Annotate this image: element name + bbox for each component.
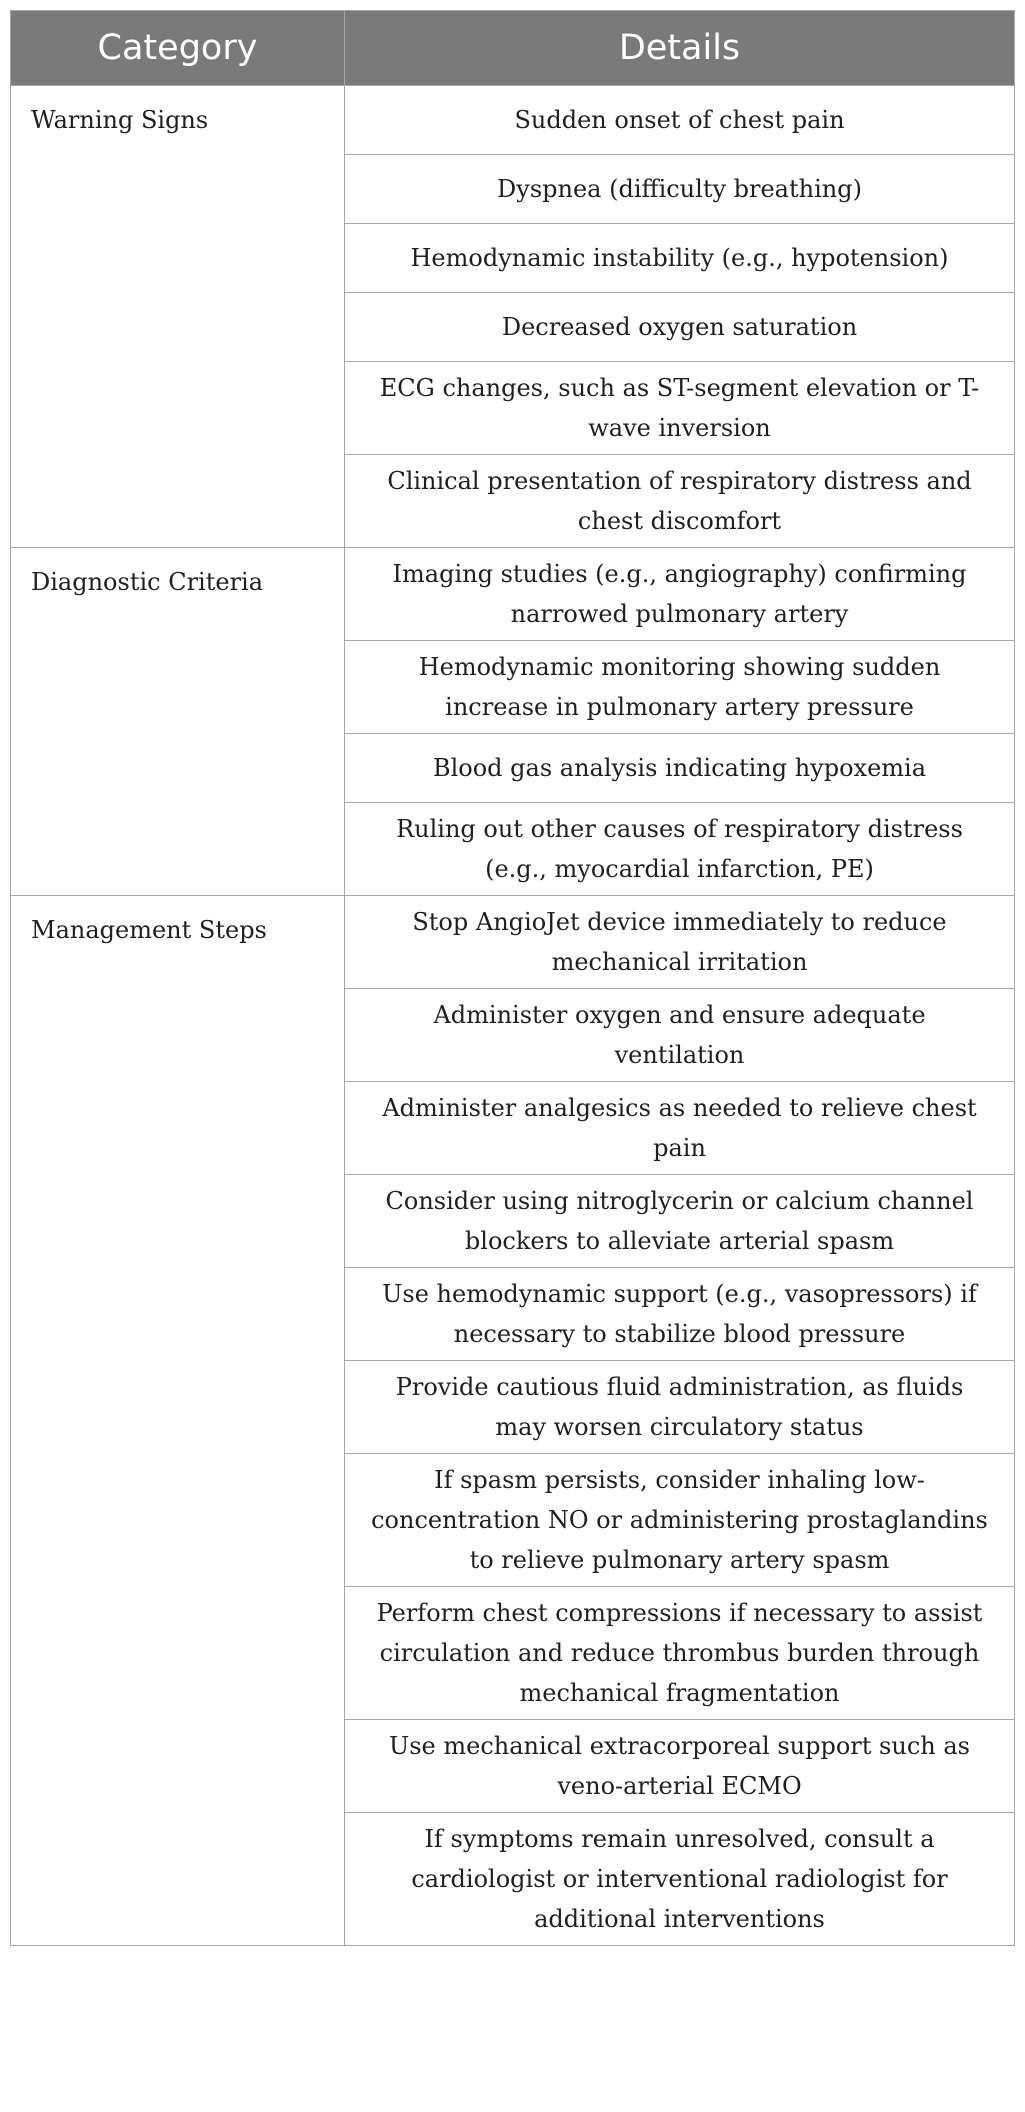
detail-cell: Perform chest compressions if necessary to assist circulation and reduce thrombus burden through mechanical fragmentation: [345, 1587, 1015, 1720]
detail-cell: Administer analgesics as needed to relieve chest pain: [345, 1082, 1015, 1175]
detail-cell: Use hemodynamic support (e.g., vasopressors) if necessary to stabilize blood pressure: [345, 1268, 1015, 1361]
table-header: [11, 11, 1015, 86]
detail-cell: Ruling out other causes of respiratory distress (e.g., myocardial infarction, PE): [345, 803, 1015, 896]
header-row: [11, 11, 1015, 86]
detail-cell: ECG changes, such as ST-segment elevation or T-wave inversion: [345, 362, 1015, 455]
header-category: Category: [11, 11, 345, 86]
table-row: [11, 896, 1015, 989]
detail-cell: Hemodynamic monitoring showing sudden increase in pulmonary artery pressure: [345, 641, 1015, 734]
detail-cell: Dyspnea (difficulty breathing): [345, 155, 1015, 224]
detail-cell: Use mechanical extracorporeal support such as veno-arterial ECMO: [345, 1720, 1015, 1813]
detail-cell: Consider using nitroglycerin or calcium channel blockers to alleviate arterial spasm: [345, 1175, 1015, 1268]
detail-cell: Blood gas analysis indicating hypoxemia: [345, 734, 1015, 803]
detail-cell: Sudden onset of chest pain: [345, 86, 1015, 155]
category-cell: Warning Signs: [11, 86, 345, 548]
detail-cell: Hemodynamic instability (e.g., hypotension): [345, 224, 1015, 293]
category-cell: Management Steps: [11, 896, 345, 1946]
detail-cell: If spasm persists, consider inhaling low-concentration NO or administering prostaglandins to relieve pulmonary artery spasm: [345, 1454, 1015, 1587]
header-details: Details: [345, 11, 1015, 86]
detail-cell: Provide cautious fluid administration, as fluids may worsen circulatory status: [345, 1361, 1015, 1454]
detail-cell: If symptoms remain unresolved, consult a cardiologist or interventional radiologist for additional interventions: [345, 1813, 1015, 1946]
table-body: [11, 86, 1015, 1946]
table-row: [11, 548, 1015, 641]
detail-cell: Imaging studies (e.g., angiography) confirming narrowed pulmonary artery: [345, 548, 1015, 641]
detail-cell: Stop AngioJet device immediately to reduce mechanical irritation: [345, 896, 1015, 989]
category-cell: Diagnostic Criteria: [11, 548, 345, 896]
detail-cell: Clinical presentation of respiratory distress and chest discomfort: [345, 455, 1015, 548]
detail-cell: Administer oxygen and ensure adequate ventilation: [345, 989, 1015, 1082]
detail-cell: Decreased oxygen saturation: [345, 293, 1015, 362]
table-row: [11, 86, 1015, 155]
clinical-table: [10, 10, 1015, 1946]
